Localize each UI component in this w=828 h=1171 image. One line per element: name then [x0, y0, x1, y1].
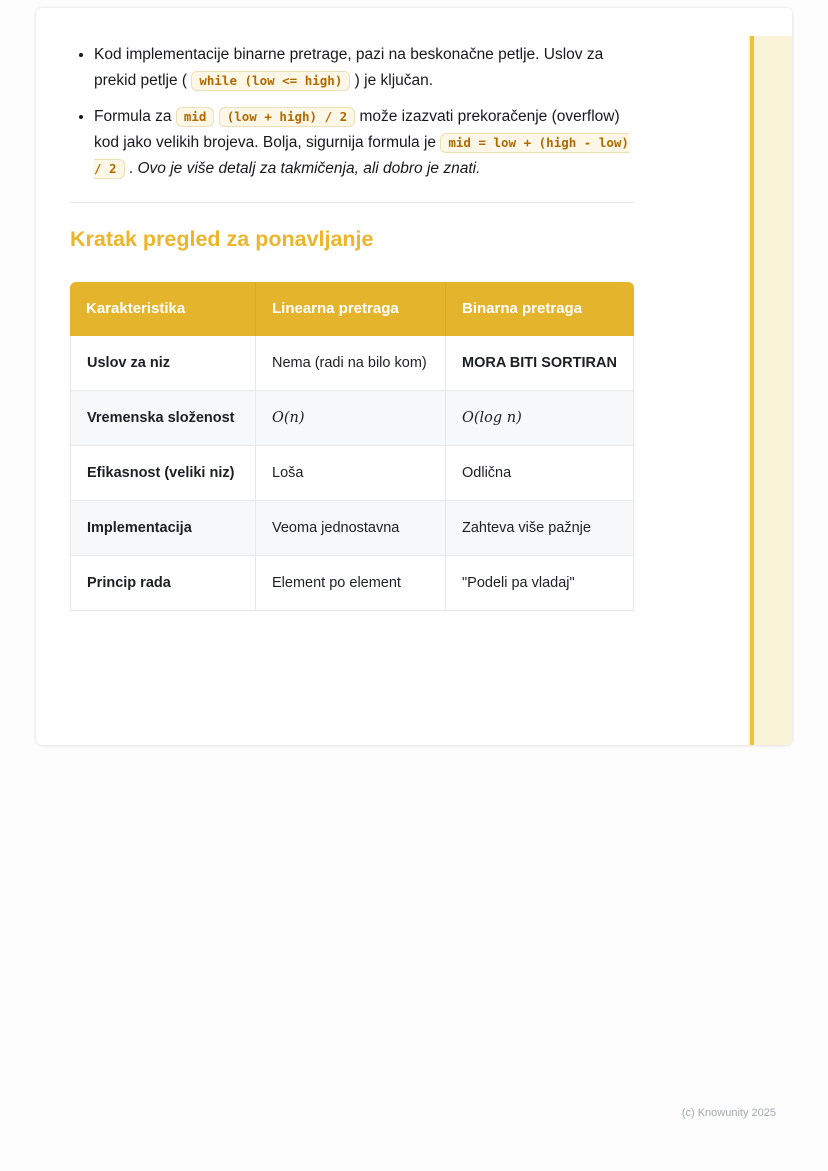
table-header-cell: Karakteristika [70, 282, 256, 336]
table-cell: Implementacija [70, 501, 256, 556]
table-cell: Uslov za niz [70, 336, 256, 391]
note-text: Kod implementacije binarne pretrage, pazi na beskonačne petlje. Uslov za prekid petlje ( [94, 46, 604, 89]
note-item [94, 104, 634, 182]
document-content [70, 42, 634, 611]
inline-code: mid [176, 107, 215, 127]
table-cell: O(log n) [446, 391, 634, 446]
note-text: Ovo je više detalj za takmičenja, ali dobro je znati. [137, 160, 481, 177]
table-row [70, 336, 634, 391]
table-cell: Loša [256, 446, 446, 501]
note-item [94, 42, 634, 94]
note-text: . [124, 160, 138, 177]
table-row [70, 501, 634, 556]
table-header-row [70, 282, 634, 336]
table-cell: Vremenska složenost [70, 391, 256, 446]
copyright-footer: (c) Knowunity 2025 [681, 1107, 776, 1119]
table-cell: Nema (radi na bilo kom) [256, 336, 446, 391]
table-head [70, 282, 634, 336]
table-header-cell: Binarna pretraga [446, 282, 634, 336]
table-row [70, 391, 634, 446]
right-highlight-stripe [748, 36, 792, 745]
stripe-accent-line [750, 36, 754, 745]
inline-code: mid = low + (high - low) / 2 [94, 133, 629, 179]
notes-list [70, 42, 634, 182]
table-cell: Zahteva više pažnje [446, 501, 634, 556]
table-cell: Princip rada [70, 556, 256, 611]
table-header-cell: Linearna pretraga [256, 282, 446, 336]
table-cell: O(n) [256, 391, 446, 446]
table-cell: Veoma jednostavna [256, 501, 446, 556]
document-card [36, 8, 792, 745]
section-heading: Kratak pregled za ponavljanje [70, 227, 374, 251]
inline-code: (low + high) / 2 [219, 107, 355, 127]
comparison-table [70, 282, 634, 611]
table-row [70, 446, 634, 501]
table-cell: Efikasnost (veliki niz) [70, 446, 256, 501]
inline-code: while (low <= high) [191, 71, 350, 91]
note-text: Formula za [94, 108, 176, 125]
table-body [70, 336, 634, 611]
section-divider [70, 202, 634, 203]
table-cell: Element po element [256, 556, 446, 611]
table-cell: "Podeli pa vladaj" [446, 556, 634, 611]
note-text: može izazvati prekoračenje (overflow) kod jako velikih brojeva. Bolja, sigurnija formula je [94, 108, 620, 151]
table-cell: MORA BITI SORTIRAN [446, 336, 634, 391]
table-row [70, 556, 634, 611]
note-text: ) je ključan. [350, 72, 434, 89]
table-cell: Odlična [446, 446, 634, 501]
